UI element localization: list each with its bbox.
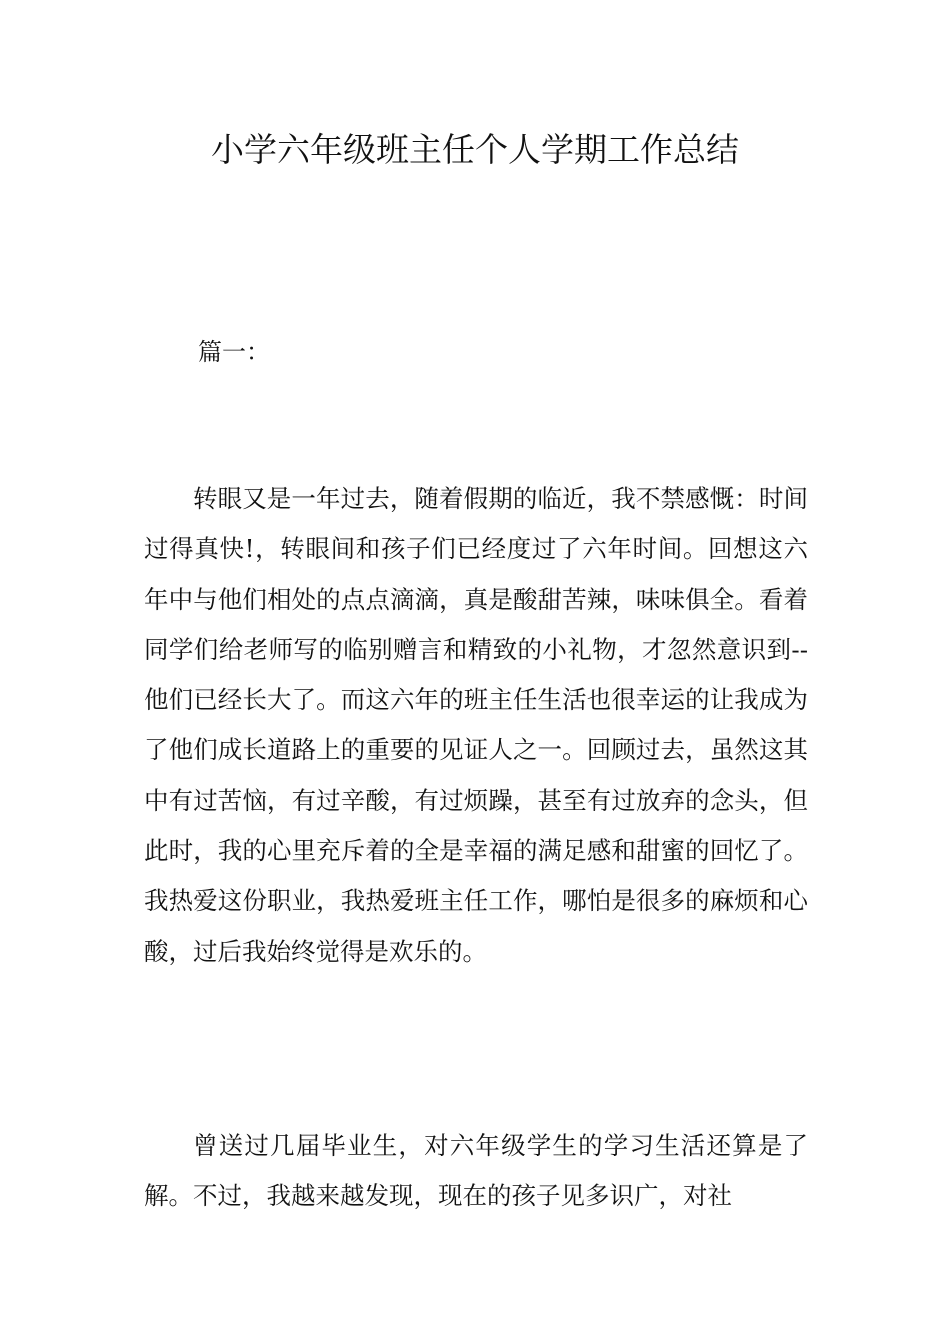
document-title: 小学六年级班主任个人学期工作总结 [211,130,739,169]
body-paragraph-2: 曾送过几届毕业生，对六年级学生的学习生活还算是了解。不过，我越来越发现，现在的孩子见多识广，对社 [144,1131,808,1211]
section-heading: 篇一： [198,338,270,366]
body-paragraph-1: 转眼又是一年过去，随着假期的临近，我不禁感慨：时间过得真快!，转眼间和孩子们已经度过了六年时间。回想这六年中与他们相处的点点滴滴，真是酸甜苦辣，味味俱全。看着同学们给老师写的临别赠言和精致的小礼物，才忽然意识到--他们已经长大了。而这六年的班主任生活也很幸运的让我成为了他们成长道路上的重要的见证人之一。回顾过去，虽然这其中有过苦恼，有过辛酸，有过烦躁，甚至有过放弃的念头，但此时，我的心里充斥着的全是幸福的满足感和甜蜜的回忆了。我热爱这份职业，我热爱班主任工作，哪怕是很多的麻烦和心酸，过后我始终觉得是欢乐的。 [144,484,808,966]
